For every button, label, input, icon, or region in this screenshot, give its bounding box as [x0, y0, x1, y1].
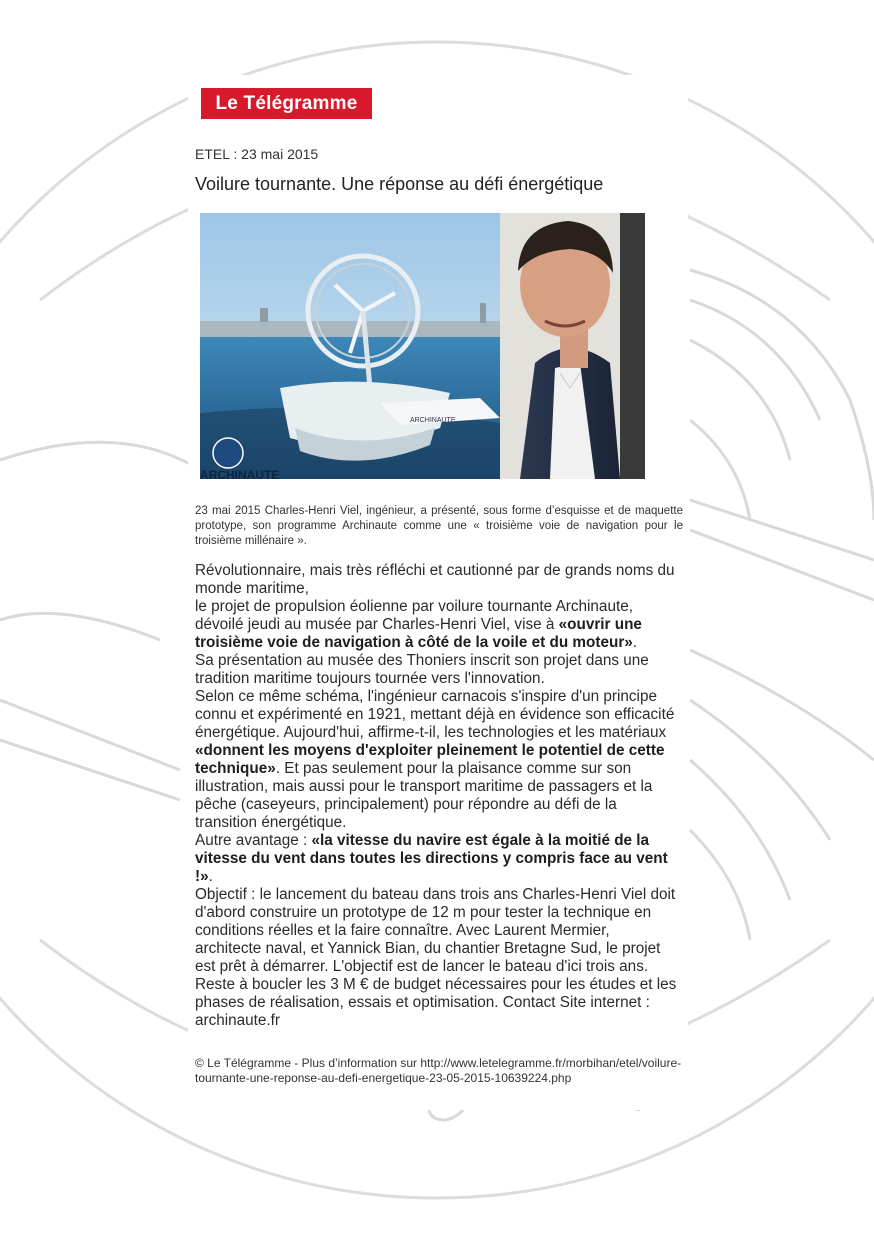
article-photo	[200, 213, 645, 479]
dateline: ETEL : 23 mai 2015	[195, 146, 319, 162]
svg-text:ARCHINAUTE: ARCHINAUTE	[410, 417, 456, 424]
source-footer[interactable]: © Le Télégramme - Plus d’information sur http://www.letelegramme.fr/morbihan/etel/voilure-tournante-une-reponse-au-defi-energetique-23-05-2015-10639224.php	[195, 1056, 682, 1085]
brand-logo[interactable]: Le Télégramme	[201, 88, 372, 119]
photo-illustration	[200, 213, 645, 479]
quote-bold: «donnent les moyens d'exploiter pleinement le potentiel de cette technique»	[195, 742, 665, 777]
photo-caption: 23 mai 2015 Charles-Henri Viel, ingénieur, a présenté, sous forme d’esquisse et de maquette prototype, son programme Archinaute comme une « troisième voie de navigation pour le troisième millénaire ».	[195, 505, 683, 547]
paragraph: Révolutionnaire, mais très réfléchi et cautionné par de grands noms du monde maritime,	[195, 562, 675, 597]
paragraph: le projet de propulsion éolienne par voilure tournante Archinaute, dévoilé jeudi au musée par Charles-Henri Viel, vise à «ouvrir une troisième voie de navigation à côté de la voile et du moteur».	[195, 598, 642, 651]
article-title: Voilure tournante. Une réponse au défi énergétique	[195, 174, 604, 194]
quote-bold: «la vitesse du navire est égale à la moitié de la vitesse du vent dans toutes les directions y compris face au vent !»	[195, 832, 668, 885]
svg-text:ARCHINAUTE: ARCHINAUTE	[200, 468, 280, 479]
quote-bold: «ouvrir une troisième voie de navigation à côté de la voile et du moteur»	[195, 616, 642, 651]
paragraph: Sa présentation au musée des Thoniers inscrit son projet dans une tradition maritime toujours tournée vers l'innovation.	[195, 652, 649, 687]
paragraph: Objectif : le lancement du bateau dans trois ans Charles-Henri Viel doit d'abord construire un prototype de 12 m pour tester la technique en conditions réelles et la faire connaître. Avec Laurent Mermier, architecte naval, et Yannick Bian, du chantier Bretagne Sud, le projet est prêt à démarrer. L'objectif est de lancer le bateau d'ici trois ans. Reste à boucler les 3 M € de budget nécessaires pour les études et les phases de réalisation, essais et optimisation. Contact Site internet : archinaute.fr	[195, 886, 677, 1029]
article-body	[195, 562, 679, 1030]
paragraph: Autre avantage : «la vitesse du navire est égale à la moitié de la vitesse du vent dans toutes les directions y compris face au vent !».	[195, 832, 668, 885]
paragraph: Selon ce même schéma, l'ingénieur carnacois s'inspire d'un principe connu et expérimenté en 1921, mettant déjà en évidence son efficacité énergétique. Aujourd'hui, affirme-t-il, les technologies et les matériaux «donnent les moyens d'exploiter pleinement le potentiel de cette technique». Et pas seulement pour la plaisance comme sur son illustration, mais aussi pour le transport maritime de passagers et la pêche (caseyeurs, principalement) pour répondre au défi de la transition énergétique.	[195, 688, 675, 831]
